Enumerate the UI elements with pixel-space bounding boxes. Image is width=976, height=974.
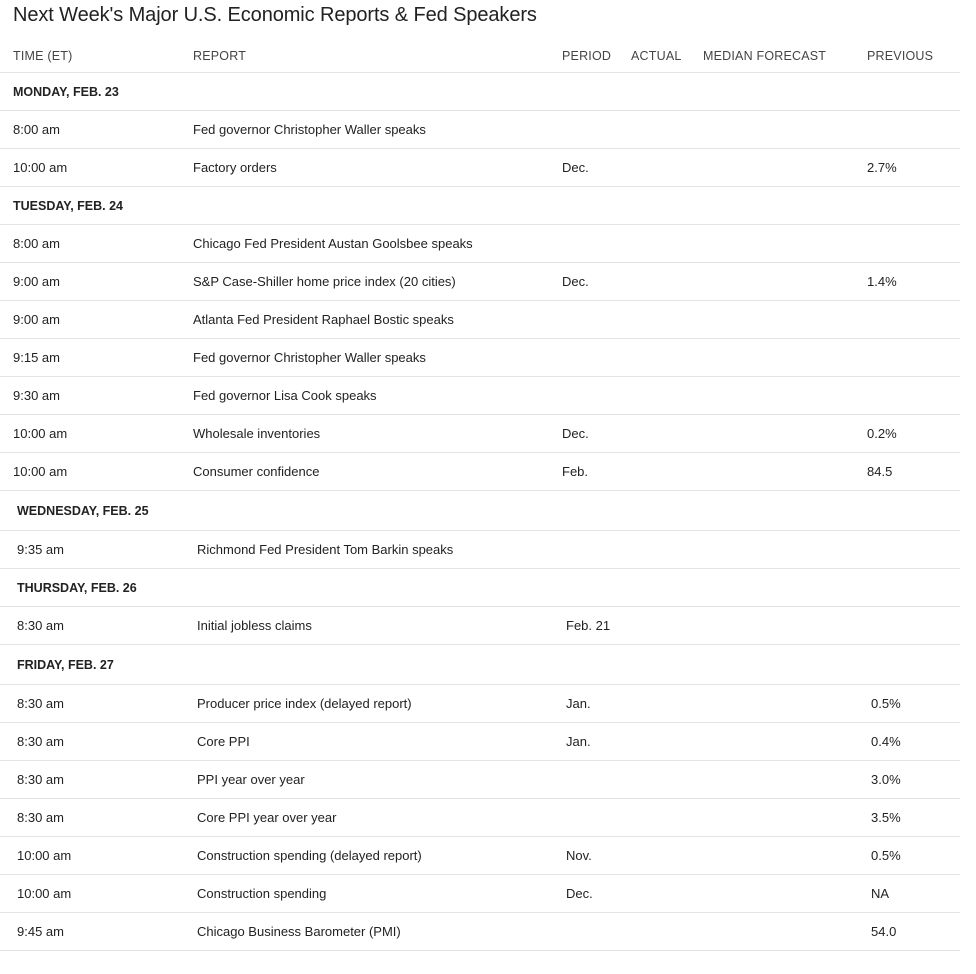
header-actual: ACTUAL — [631, 48, 682, 63]
report-cell: Consumer confidence — [193, 464, 320, 479]
report-cell: Construction spending — [197, 886, 327, 901]
day-label: TUESDAY, FEB. 24 — [13, 198, 123, 213]
header-period: PERIOD — [562, 48, 612, 63]
period-cell: Feb. 21 — [566, 618, 611, 633]
previous-cell: 0.5% — [871, 848, 901, 863]
report-cell: Fed governor Christopher Waller speaks — [193, 122, 426, 137]
header-median-forecast: MEDIAN FORECAST — [703, 48, 827, 63]
report-cell: PPI year over year — [197, 772, 305, 787]
report-cell: Atlanta Fed President Raphael Bostic speaks — [193, 312, 454, 327]
header-previous: PREVIOUS — [867, 48, 934, 63]
previous-cell: 0.4% — [871, 734, 901, 749]
table-row — [0, 225, 960, 263]
table-row — [0, 685, 960, 723]
report-cell: Producer price index (delayed report) — [197, 696, 412, 711]
report-cell: Construction spending (delayed report) — [197, 848, 422, 863]
time-cell: 8:00 am — [13, 236, 60, 251]
period-cell: Dec. — [562, 426, 589, 441]
time-cell: 10:00 am — [13, 464, 68, 479]
period-cell: Jan. — [566, 734, 591, 749]
time-cell: 9:45 am — [17, 924, 64, 939]
period-cell: Feb. — [562, 464, 589, 479]
report-cell: Fed governor Lisa Cook speaks — [193, 388, 377, 403]
table-row — [0, 761, 960, 799]
report-cell: Fed governor Christopher Waller speaks — [193, 350, 426, 365]
report-cell: Core PPI — [197, 734, 250, 749]
report-cell: Richmond Fed President Tom Barkin speaks — [197, 542, 454, 557]
previous-cell: 2.7% — [867, 160, 897, 175]
time-cell: 9:15 am — [13, 350, 60, 365]
table-row — [0, 263, 960, 301]
table-row — [0, 913, 960, 951]
table-row — [0, 339, 960, 377]
period-cell: Dec. — [562, 274, 589, 289]
report-cell: S&P Case-Shiller home price index (20 cities) — [193, 274, 456, 289]
table-header-row — [0, 39, 960, 73]
header-time: TIME (ET) — [13, 48, 73, 63]
time-cell: 8:30 am — [17, 772, 64, 787]
report-cell: Wholesale inventories — [193, 426, 321, 441]
table-row — [0, 111, 960, 149]
previous-cell: 84.5 — [867, 464, 893, 479]
day-header-wednesday — [0, 491, 960, 531]
table-row — [0, 607, 960, 645]
day-header-thursday — [0, 569, 960, 607]
day-header-tuesday — [0, 187, 960, 225]
economic-calendar-table — [0, 39, 960, 951]
time-cell: 10:00 am — [17, 848, 72, 863]
day-label: THURSDAY, FEB. 26 — [17, 580, 137, 595]
table-row — [0, 415, 960, 453]
table-row — [0, 531, 960, 569]
day-header-monday — [0, 73, 960, 111]
table-row — [0, 837, 960, 875]
previous-cell: 3.0% — [871, 772, 901, 787]
table-row — [0, 301, 960, 339]
table-row — [0, 799, 960, 837]
header-report: REPORT — [193, 48, 247, 63]
time-cell: 9:00 am — [13, 312, 60, 327]
previous-cell: 1.4% — [867, 274, 897, 289]
day-header-friday — [0, 645, 960, 685]
period-cell: Nov. — [566, 848, 592, 863]
report-cell: Chicago Business Barometer (PMI) — [197, 924, 401, 939]
time-cell: 9:30 am — [13, 388, 60, 403]
time-cell: 8:00 am — [13, 122, 60, 137]
previous-cell: 0.2% — [867, 426, 897, 441]
time-cell: 8:30 am — [17, 618, 64, 633]
table-row — [0, 875, 960, 913]
table-row — [0, 453, 960, 491]
time-cell: 8:30 am — [17, 810, 64, 825]
table-row — [0, 149, 960, 187]
report-cell: Initial jobless claims — [197, 618, 312, 633]
period-cell: Jan. — [566, 696, 591, 711]
table-row — [0, 377, 960, 415]
report-cell: Core PPI year over year — [197, 810, 337, 825]
previous-cell: 3.5% — [871, 810, 901, 825]
time-cell: 8:30 am — [17, 696, 64, 711]
time-cell: 8:30 am — [17, 734, 64, 749]
time-cell: 10:00 am — [13, 160, 68, 175]
previous-cell: 54.0 — [871, 924, 897, 939]
report-cell: Chicago Fed President Austan Goolsbee speaks — [193, 236, 473, 251]
time-cell: 10:00 am — [13, 426, 68, 441]
previous-cell: NA — [871, 886, 890, 901]
time-cell: 9:35 am — [17, 542, 64, 557]
day-label: WEDNESDAY, FEB. 25 — [17, 503, 149, 518]
previous-cell: 0.5% — [871, 696, 901, 711]
time-cell: 10:00 am — [17, 886, 72, 901]
report-cell: Factory orders — [193, 160, 277, 175]
day-label: MONDAY, FEB. 23 — [13, 84, 119, 99]
table-row — [0, 723, 960, 761]
time-cell: 9:00 am — [13, 274, 60, 289]
page-title: Next Week's Major U.S. Economic Reports & Fed Speakers — [13, 4, 537, 26]
period-cell: Dec. — [562, 160, 589, 175]
period-cell: Dec. — [566, 886, 593, 901]
day-label: FRIDAY, FEB. 27 — [17, 657, 114, 672]
